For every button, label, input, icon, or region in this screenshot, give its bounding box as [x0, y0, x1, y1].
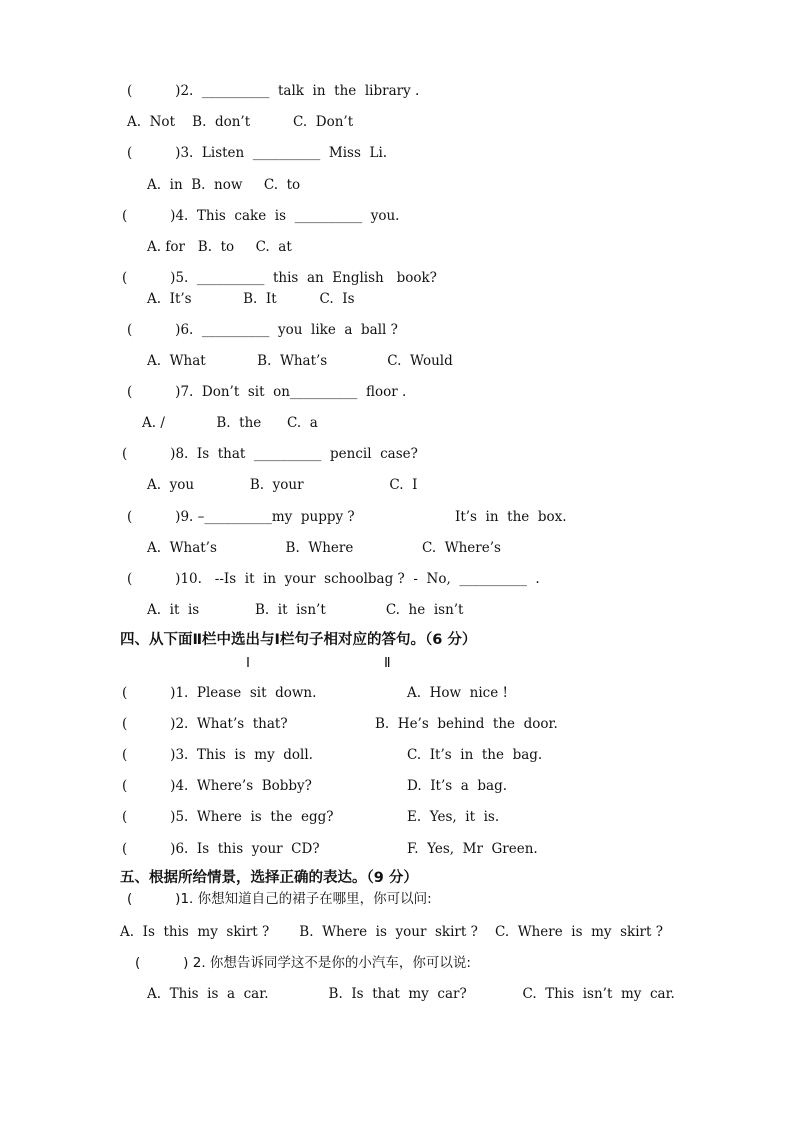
- q4-question: ( )4. This cake is __________ you.: [122, 208, 400, 224]
- q9-options: A. What’s B. Where C. Where’s: [147, 540, 501, 556]
- q7-question: ( )7. Don’t sit on__________ floor .: [127, 384, 407, 400]
- q6-options: A. What B. What’s C. Would: [147, 353, 453, 369]
- q7-options: A. / B. the C. a: [142, 415, 318, 431]
- column-1-label: Ⅰ: [246, 655, 250, 671]
- match-answer: C. It’s in the bag.: [407, 747, 543, 763]
- match-question: ( )2. What’s that?: [122, 716, 288, 732]
- q6-question: ( )6. __________ you like a ball ?: [127, 322, 398, 338]
- q2-question: ( )2. __________ talk in the library .: [127, 83, 420, 99]
- match-question: ( )6. Is this your CD?: [122, 841, 320, 857]
- section4-title: 四、从下面Ⅱ栏中选出与Ⅰ栏句子相对应的答句。（6 分）: [120, 632, 477, 648]
- q8-question: ( )8. Is that __________ pencil case?: [122, 446, 418, 462]
- q5-question: ( )5. __________ this an English book?: [122, 270, 437, 286]
- q9-answer: It’s in the box.: [455, 509, 567, 525]
- section5-title: 五、根据所给情景，选择正确的表达。（9 分）: [120, 870, 418, 886]
- s5-q1-question: ( )1. 你想知道自己的裙子在哪里，你可以问:: [127, 891, 432, 907]
- q9-question: ( )9. –__________my puppy ?: [127, 509, 355, 525]
- q8-options: A. you B. your C. I: [147, 477, 418, 493]
- match-question: ( )4. Where’s Bobby?: [122, 778, 312, 794]
- match-question: ( )3. This is my doll.: [122, 747, 313, 763]
- s5-q2-question: ( ) 2. 你想告诉同学这不是你的小汽车，你可以说:: [135, 955, 471, 971]
- match-question: ( )5. Where is the egg?: [122, 809, 334, 825]
- q5-options: A. It’s B. It C. Is: [147, 291, 355, 307]
- match-answer: E. Yes, it is.: [407, 809, 500, 825]
- q2-options: A. Not B. don’t C. Don’t: [127, 114, 354, 130]
- match-question: ( )1. Please sit down.: [122, 685, 317, 701]
- match-answer: D. It’s a bag.: [407, 778, 508, 794]
- q10-question: ( )10. --Is it in your schoolbag ? - No, __________ .: [127, 571, 540, 587]
- column-2-label: Ⅱ: [384, 655, 391, 671]
- q3-question: ( )3. Listen __________ Miss Li.: [127, 145, 388, 161]
- s5-q1-options: A. Is this my skirt ? B. Where is your skirt ? C. Where is my skirt ?: [120, 924, 663, 940]
- match-answer: B. He’s behind the door.: [375, 716, 558, 732]
- s5-q2-options: A. This is a car. B. Is that my car? C. This isn’t my car.: [147, 986, 675, 1002]
- q4-options: A. for B. to C. at: [147, 239, 292, 255]
- match-answer: A. How nice !: [407, 685, 508, 701]
- match-answer: F. Yes, Mr Green.: [407, 841, 538, 857]
- q10-options: A. it is B. it isn’t C. he isn’t: [147, 602, 464, 618]
- q3-options: A. in B. now C. to: [147, 177, 301, 193]
